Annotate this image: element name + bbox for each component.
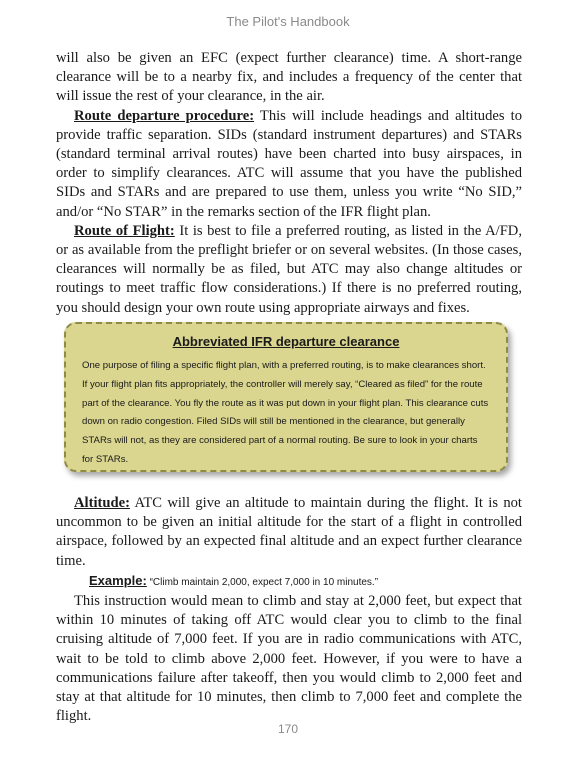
paragraph-continuation: will also be given an EFC (expect further clearance) time. A short-range clearance will be to a nearby fix, and includes a frequency of the center that will issue the rest of your clearance, in the air.: [56, 50, 522, 105]
text-route-of-flight: It is best to file a preferred routing, as listed in the A/FD, or as available from the preflight briefer or on several websites. (In those cases, clearances will normally be as filed, but ATC may also change altitudes or routings to meet traffic flow considerations.) If there is no preferred routing, you should design your own route using appropriate airways and fixes.: [56, 222, 522, 316]
term-altitude: Altitude:: [74, 495, 130, 511]
page-header-title: The Pilot's Handbook: [226, 14, 350, 29]
paragraph-explanation: This instruction would mean to climb and stay at 2,000 feet, but expect that within 10 minutes of taking off ATC would clear you to climb to the final cruising altitude of 7,000 feet. If you are in radio communications with ATC, wait to be told to climb above 2,000 feet. However, if you were to have a communications failure after takeoff, then you would climb to 2,000 feet and stay at that altitude for 10 minutes, then climb to 7,000 feet and complete the flight.: [56, 593, 522, 725]
term-example: Example:: [89, 572, 147, 588]
text-example: “Climb maintain 2,000, expect 7,000 in 10 minutes.”: [146, 576, 379, 588]
body-text-top: [56, 49, 522, 318]
paragraph-altitude: [56, 494, 522, 571]
term-route-departure: Route departure procedure:: [74, 107, 255, 124]
paragraph-route-of-flight: [56, 222, 522, 318]
text-route-departure: This will include headings and altitudes to provide traffic separation. SIDs (standard instrument departures) and STARs (standard terminal arrival routes) have been charted into busy airspaces, in order to simplify clearances. ATC will assume that you have the published SIDs and STARs and are prepared to use them, unless you write “No SID,” and/or “No STAR” in the remarks section of the IFR flight plan.: [56, 107, 523, 220]
term-route-of-flight: Route of Flight:: [74, 222, 175, 239]
body-text-bottom: [56, 494, 522, 726]
paragraph-route-departure: [56, 107, 522, 222]
callout-title: Abbreviated IFR departure clearance: [172, 334, 400, 349]
callout-body: One purpose of filing a specific flight plan, with a preferred routing, is to make clearances short. If your flight plan fits appropriately, the controller will merely say, “Cleared as filed” for the route part of the clearance. You fly the route as it was put down in your flight plan. This clearance cuts down on radio congestion. Filed SIDs will still be mentioned in the clearance, but generally STARs will not, as they are considered part of a normal routing. Be sure to look in your charts for STARs.: [82, 360, 489, 465]
page-number: 170: [277, 722, 299, 736]
example-line: [56, 571, 522, 592]
callout-box: [64, 322, 508, 472]
text-altitude: ATC will give an altitude to maintain during the flight. It is not uncommon to be given an initial altitude for the start of a flight in controlled airspace, followed by an expected final altitude and an expect further clearance time.: [56, 495, 522, 569]
